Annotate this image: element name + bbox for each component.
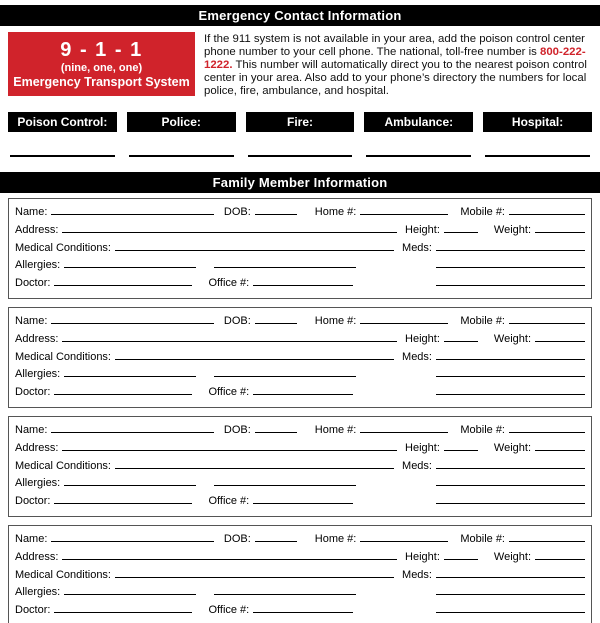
- mobile-phone-field[interactable]: [509, 541, 585, 542]
- medical-conditions-field[interactable]: [115, 468, 394, 469]
- meds-field[interactable]: [436, 359, 585, 360]
- doctor-field[interactable]: [54, 503, 192, 504]
- home-phone-field[interactable]: [360, 323, 448, 324]
- dob-label: DOB:: [223, 206, 251, 218]
- member-row-allergies: [15, 584, 585, 602]
- address-label: Address:: [15, 332, 59, 345]
- name-field[interactable]: [51, 323, 213, 324]
- allergies-field[interactable]: [64, 267, 196, 268]
- meds-field-extra-1[interactable]: [436, 594, 585, 595]
- name-label: Name:: [15, 532, 48, 545]
- doctor-label: Doctor:: [15, 604, 51, 617]
- mobile-phone-label: Mobile #:: [460, 206, 505, 218]
- member-row-name: [15, 422, 585, 440]
- weight-label: Weight:: [493, 332, 531, 345]
- doctor-label: Doctor:: [15, 386, 51, 399]
- emergency-contact-fields: [10, 155, 590, 157]
- doctor-field[interactable]: [54, 394, 192, 395]
- doctor-label: Doctor:: [15, 277, 51, 290]
- address-field[interactable]: [62, 450, 397, 451]
- member-row-medical: [15, 567, 585, 585]
- home-phone-label: Home #:: [314, 423, 357, 436]
- home-phone-field[interactable]: [360, 541, 448, 542]
- home-phone-field[interactable]: [360, 432, 448, 433]
- address-field[interactable]: [62, 559, 397, 560]
- office-phone-label: Office #:: [208, 495, 250, 508]
- allergies-field-extra[interactable]: [214, 376, 356, 377]
- meds-field-extra-1[interactable]: [436, 485, 585, 486]
- contact-label-fire: Fire:: [246, 112, 355, 132]
- instructions-text-after: This number will automatically direct you to the nearest poison control center in your area. Also add to your phone’s directory the numbers for local police, fire, ambulance, and hospital.: [204, 59, 587, 97]
- mobile-phone-field[interactable]: [509, 432, 585, 433]
- poison-control-phone-number: 800-222-1222.: [204, 46, 586, 71]
- badge-subtitle: Emergency Transport System: [13, 75, 190, 89]
- height-field[interactable]: [444, 232, 478, 233]
- dob-field[interactable]: [255, 541, 297, 542]
- meds-label: Meds:: [402, 350, 432, 363]
- member-row-address: [15, 331, 585, 349]
- home-phone-label: Home #:: [314, 314, 357, 327]
- emergency-intro: [8, 32, 595, 98]
- allergies-field-extra[interactable]: [214, 267, 356, 268]
- office-phone-field[interactable]: [253, 503, 353, 504]
- address-label: Address:: [15, 550, 59, 563]
- family-member-blocks: [8, 198, 592, 623]
- meds-field[interactable]: [436, 577, 585, 578]
- contact-label-poison-control: Poison Control:: [8, 112, 117, 132]
- weight-field[interactable]: [535, 341, 585, 342]
- office-phone-label: Office #:: [208, 386, 250, 399]
- weight-field[interactable]: [535, 559, 585, 560]
- member-row-allergies: [15, 366, 585, 384]
- name-field[interactable]: [51, 541, 213, 542]
- height-label: Height:: [405, 223, 440, 236]
- meds-field-extra-2[interactable]: [436, 394, 585, 395]
- office-phone-field[interactable]: [253, 285, 353, 286]
- medical-conditions-label: Medical Conditions:: [15, 241, 111, 254]
- name-field[interactable]: [51, 432, 213, 433]
- height-field[interactable]: [444, 341, 478, 342]
- ambulance-field[interactable]: [366, 155, 471, 157]
- hospital-field[interactable]: [485, 155, 590, 157]
- member-row-doctor: [15, 602, 585, 620]
- contact-label-police: Police:: [127, 112, 236, 132]
- member-row-name: [15, 204, 585, 222]
- meds-field-extra-1[interactable]: [436, 376, 585, 377]
- family-member-block: [8, 525, 592, 623]
- member-row-medical: [15, 240, 585, 258]
- poison-control-field[interactable]: [10, 155, 115, 157]
- member-row-address: [15, 222, 585, 240]
- contact-label-hospital: Hospital:: [483, 112, 592, 132]
- member-row-medical: [15, 349, 585, 367]
- address-field[interactable]: [62, 341, 397, 342]
- mobile-phone-label: Mobile #:: [460, 532, 505, 545]
- weight-label: Weight:: [493, 223, 531, 236]
- medical-conditions-field[interactable]: [115, 577, 394, 578]
- home-phone-label: Home #:: [314, 532, 357, 545]
- medical-conditions-label: Medical Conditions:: [15, 350, 111, 363]
- member-row-name: [15, 531, 585, 549]
- member-row-doctor: [15, 384, 585, 402]
- emergency-section-header: Emergency Contact Information: [0, 5, 600, 26]
- meds-field-extra-2[interactable]: [436, 612, 585, 613]
- medical-conditions-field[interactable]: [115, 250, 394, 251]
- name-label: Name:: [15, 206, 48, 218]
- dob-label: DOB:: [223, 532, 251, 545]
- address-label: Address:: [15, 441, 59, 454]
- emergency-contacts-row: [8, 112, 592, 132]
- height-label: Height:: [405, 332, 440, 345]
- weight-field[interactable]: [535, 232, 585, 233]
- emergency-911-badge: [8, 32, 195, 96]
- height-label: Height:: [405, 550, 440, 563]
- meds-label: Meds:: [402, 459, 432, 472]
- weight-label: Weight:: [493, 441, 531, 454]
- instructions-text-before: If the 911 system is not available in your area, add the poison control center phone number to your cell phone. The national, toll-free number is: [204, 33, 585, 58]
- doctor-field[interactable]: [54, 612, 192, 613]
- address-field[interactable]: [62, 232, 397, 233]
- allergies-label: Allergies:: [15, 368, 61, 381]
- badge-number: 9 - 1 - 1: [60, 39, 143, 61]
- member-row-allergies: [15, 475, 585, 493]
- family-member-block: [8, 198, 592, 299]
- doctor-field[interactable]: [54, 285, 192, 286]
- meds-label: Meds:: [402, 241, 432, 254]
- office-phone-field[interactable]: [253, 612, 353, 613]
- meds-field-extra-1[interactable]: [436, 267, 585, 268]
- allergies-field[interactable]: [64, 594, 196, 595]
- police-field[interactable]: [129, 155, 234, 157]
- allergies-label: Allergies:: [15, 477, 61, 490]
- office-phone-label: Office #:: [208, 604, 250, 617]
- weight-field[interactable]: [535, 450, 585, 451]
- address-label: Address:: [15, 223, 59, 236]
- badge-phonetic: (nine, one, one): [60, 62, 143, 74]
- member-row-doctor: [15, 275, 585, 293]
- name-label: Name:: [15, 314, 48, 327]
- meds-label: Meds:: [402, 568, 432, 581]
- allergies-field-extra[interactable]: [214, 594, 356, 595]
- allergies-label: Allergies:: [15, 586, 61, 599]
- mobile-phone-field[interactable]: [509, 214, 585, 215]
- dob-field[interactable]: [255, 323, 297, 324]
- allergies-field[interactable]: [64, 485, 196, 486]
- allergies-field-extra[interactable]: [214, 485, 356, 486]
- name-label: Name:: [15, 423, 48, 436]
- dob-field[interactable]: [255, 214, 297, 215]
- height-label: Height:: [405, 441, 440, 454]
- office-phone-label: Office #:: [208, 277, 250, 290]
- home-phone-field[interactable]: [360, 214, 448, 215]
- allergies-field[interactable]: [64, 376, 196, 377]
- medical-conditions-field[interactable]: [115, 359, 394, 360]
- dob-label: DOB:: [223, 314, 251, 327]
- family-section-header: Family Member Information: [0, 172, 600, 193]
- name-field[interactable]: [51, 214, 213, 215]
- home-phone-label: Home #:: [314, 206, 357, 218]
- dob-field[interactable]: [255, 432, 297, 433]
- family-member-block: [8, 307, 592, 408]
- medical-conditions-label: Medical Conditions:: [15, 459, 111, 472]
- family-member-block: [8, 416, 592, 517]
- contact-label-ambulance: Ambulance:: [364, 112, 473, 132]
- mobile-phone-label: Mobile #:: [460, 423, 505, 436]
- fire-field[interactable]: [248, 155, 353, 157]
- medical-conditions-label: Medical Conditions:: [15, 568, 111, 581]
- height-field[interactable]: [444, 559, 478, 560]
- meds-field-extra-2[interactable]: [436, 503, 585, 504]
- member-row-name: [15, 313, 585, 331]
- meds-field-extra-2[interactable]: [436, 285, 585, 286]
- mobile-phone-label: Mobile #:: [460, 314, 505, 327]
- meds-field[interactable]: [436, 468, 585, 469]
- meds-field[interactable]: [436, 250, 585, 251]
- dob-label: DOB:: [223, 423, 251, 436]
- doctor-label: Doctor:: [15, 495, 51, 508]
- weight-label: Weight:: [493, 550, 531, 563]
- member-row-address: [15, 549, 585, 567]
- member-row-medical: [15, 458, 585, 476]
- poison-control-instructions: [204, 32, 595, 98]
- office-phone-field[interactable]: [253, 394, 353, 395]
- allergies-label: Allergies:: [15, 259, 61, 272]
- mobile-phone-field[interactable]: [509, 323, 585, 324]
- member-row-address: [15, 440, 585, 458]
- height-field[interactable]: [444, 450, 478, 451]
- member-row-allergies: [15, 257, 585, 275]
- member-row-doctor: [15, 493, 585, 511]
